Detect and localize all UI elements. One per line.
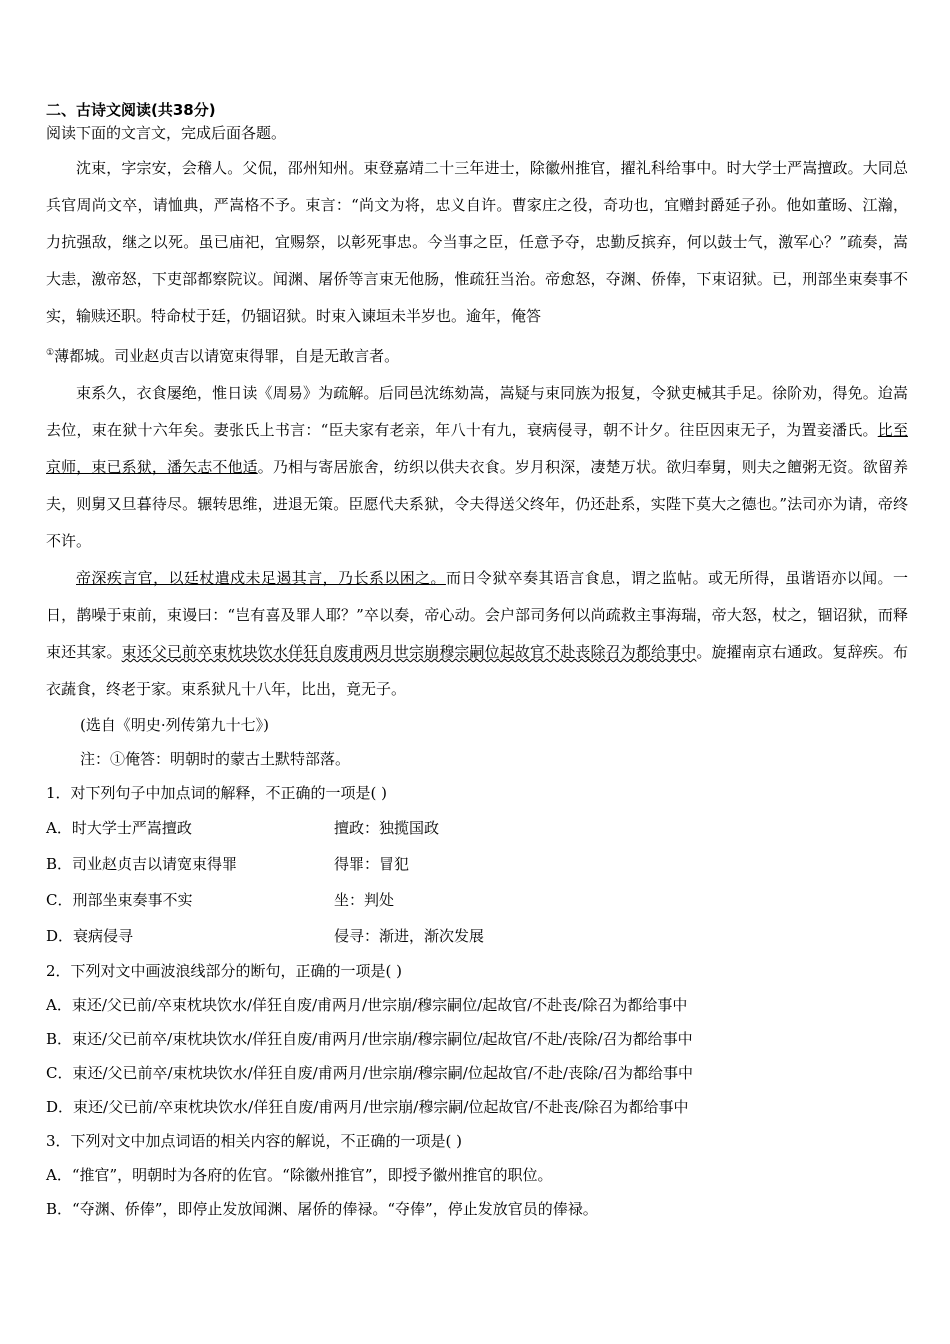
underlined-sentence: 帝深疾言官，以廷杖遣戍未足遏其言，乃长系以困之。 [76, 569, 446, 587]
option-d[interactable]: D．束还/父已前/卒束枕块饮水/佯狂自废/甫两月/世宗崩/穆宗嗣/位起故官/不赴丧/除召为都给事中 [46, 1098, 689, 1116]
option-a[interactable] [46, 810, 908, 846]
option-b[interactable]: B．“夺渊、侨俸”，即停止发放闻渊、屠侨的俸禄。“夺俸”，停止发放官员的俸禄。 [46, 1200, 598, 1218]
option-explanation: 擅政：独揽国政 [334, 819, 440, 837]
passage-paragraph-2 [46, 375, 908, 560]
source-citation: (选自《明史·列传第九十七》) [80, 716, 269, 734]
underlined-sentence: 比至京师，束已系狱，潘矢志不他适 [46, 421, 908, 476]
instruction: 阅读下面的文言文，完成后面各题。 [46, 124, 287, 142]
note-mark: ① [46, 348, 55, 358]
passage-text: 。乃相与寄居旅舍，纺织以供夫衣食。岁月积深，凄楚万状。欲归奉舅，则夫之饘粥无资。欲留养夫，则舅又旦暮待尽。辗转思维，进退无策。臣愿代夫系狱，令夫得送父终年，仍还赴系，实陛下莫大之德也。”法司亦为请，帝终不许。 [46, 458, 908, 550]
passage-paragraph-1 [46, 150, 908, 375]
option-explanation: 得罪：冒犯 [334, 855, 410, 873]
footnote: 注：①俺答：明朝时的蒙古土默特部落。 [80, 750, 351, 768]
option-a[interactable]: A．束还/父已前/卒束枕块饮水/佯狂自废/甫两月/世宗崩/穆宗嗣位/起故官/不赴丧/除召为都给事中 [46, 996, 688, 1014]
passage-text: 而日令狱卒奏其语言食息，谓之监帖。或无所得，虽谐语亦以闻。一日，鹊噪于束前，束谩曰：“岂有喜及罪人耶？”卒以奏，帝心动。会户部司务何以尚疏救主事海瑞，帝大怒，杖之，锢诏狱，而释束还其家。 [46, 569, 908, 661]
passage-paragraph-3 [46, 560, 908, 708]
passage-text: 。旋擢南京右通政。复辞疾。布衣蔬食，终老于家。束系狱凡十八年，比出，竟无子。 [46, 643, 908, 698]
option-d[interactable] [46, 918, 908, 954]
exam-page [46, 100, 908, 1226]
question-stem: 2．下列对文中画波浪线部分的断句，正确的一项是( ) [46, 962, 403, 980]
option-sentence: C．刑部坐束奏事不实 [46, 891, 193, 909]
option-explanation: 侵寻：渐进，渐次发展 [334, 927, 485, 945]
wavy-underlined-sentence: 束还父已前卒束枕块饮水佯狂自废甫两月世宗崩穆宗嗣位起故官不赴丧除召为都给事中 [121, 643, 697, 661]
passage [46, 150, 908, 708]
option-explanation: 坐：判处 [334, 891, 395, 909]
option-sentence: A．时大学士严嵩擅政 [46, 819, 192, 837]
option-sentence: B．司业赵贞吉以请宽束得罪 [46, 855, 238, 873]
passage-text: 沈束，字宗安，会稽人。父侃，邵州知州。束登嘉靖二十三年进士，除徽州推官，擢礼科给事中。时大学士严嵩擅政。大同总兵官周尚文卒，请恤典，严嵩格不予。束言：“尚文为将，忠义自许。曹家庄之役，奇功也，宜赠封爵延子孙。他如董旸、江瀚，力抗强敌，继之以死。虽已庙祀，宜赐祭，以彰死事忠。今当事之臣，任意予夺，忠勤反摈弃，何以鼓士气，激军心？”疏奏，嵩大恚，激帝怒，下吏部都察院议。闻渊、屠侨等言束无他肠，惟疏狂当治。帝愈怒，夺渊、侨俸，下束诏狱。已，刑部坐束奏事不实，输赎还职。特命杖于廷，仍锢诏狱。时束入谏垣未半岁也。逾年，俺答 [46, 159, 908, 325]
section-title: 二、古诗文阅读(共38分) [46, 101, 216, 119]
passage-text: 束系久，衣食屡绝，惟日读《周易》为疏解。后同邑沈练劾嵩，嵩疑与束同族为报复，令狱吏械其手足。徐阶劝，得免。迨嵩去位，束在狱十六年矣。妻张氏上书言：“臣夫家有老亲，年八十有九，衰病侵寻，朝不计夕。往臣因束无子，为置妾潘氏。 [46, 384, 908, 439]
passage-text: 薄都城。司业赵贞吉以请宽束得罪，自是无敢言者。 [54, 347, 400, 365]
option-b[interactable] [46, 846, 908, 882]
question-2 [46, 954, 908, 1124]
question-3 [46, 1124, 908, 1226]
option-c[interactable] [46, 882, 908, 918]
option-a[interactable]: A．“推官”，明朝时为各府的佐官。“除徽州推官”，即授予徽州推官的职位。 [46, 1166, 553, 1184]
question-1 [46, 776, 908, 954]
option-b[interactable]: B．束还/父已前卒/束枕块饮水/佯狂自废/甫两月/世宗崩/穆宗嗣位/起故官/不赴/丧除/召为都给事中 [46, 1030, 693, 1048]
option-sentence: D．衰病侵寻 [46, 927, 134, 945]
option-c[interactable]: C．束还/父已前卒/束枕块饮水/佯狂自废/甫两月/世宗崩/穆宗嗣/位起故官/不赴/丧除/召为都给事中 [46, 1064, 694, 1082]
question-stem: 1．对下列句子中加点词的解释，不正确的一项是( ) [46, 784, 388, 802]
question-stem: 3．下列对文中加点词语的相关内容的解说，不正确的一项是( ) [46, 1132, 463, 1150]
